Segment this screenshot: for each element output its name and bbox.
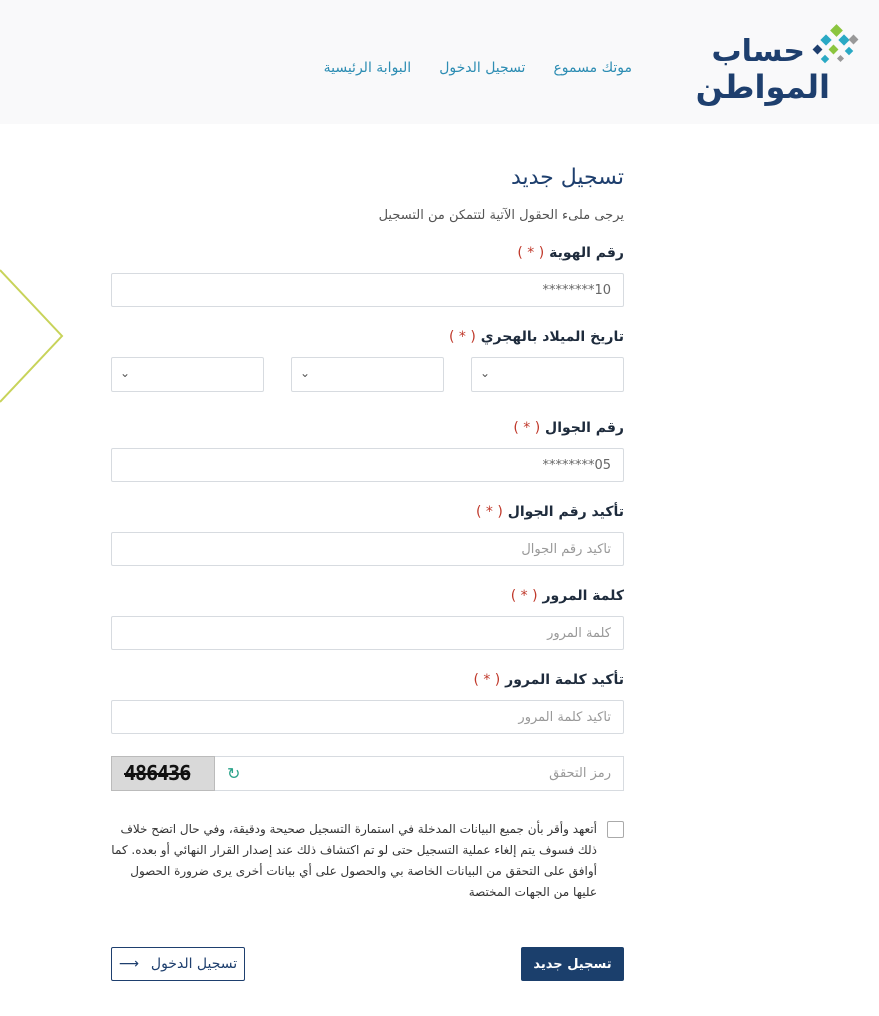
logo-text-line1: حساب [711,34,805,69]
logo-dots-icon [806,24,862,74]
page-subtitle: يرجى ملىء الحقول الآتية لتتمكن من التسجيل [378,208,624,223]
nav-link-your-voice[interactable]: موتك مسموع [553,60,632,76]
birth-date-label: تاريخ الميلاد بالهجري ( * ) [449,329,624,345]
login-button-label: تسجيل الدخول [150,956,238,972]
required-mark: ( * ) [476,504,503,520]
terms-checkbox[interactable] [607,821,624,838]
chevron-down-icon: ⌄ [120,366,131,380]
birth-year-select[interactable] [111,357,264,392]
mobile-confirm-input[interactable] [124,533,611,565]
login-button[interactable] [111,947,245,981]
nav-link-login[interactable]: تسجيل الدخول [439,60,526,76]
form-actions [111,947,624,981]
terms-agreement [111,819,624,903]
birth-day-select[interactable] [471,357,624,392]
nav-link-home[interactable]: البوابة الرئيسية [323,60,412,76]
decorative-chevron-icon [0,268,66,404]
password-confirm-label: تأكيد كلمة المرور ( * ) [473,672,624,688]
terms-text: أتعهد وأقر بأن جميع البيانات المدخلة في استمارة التسجيل صحيحة ودقيقة، وفي حال اتضح خلاف ذلك فسوف يتم إلغاء عملية التسجيل حتى لو تم اكتشاف ذلك عند إصدار القرار النهائي أو بعده. كما أوافق على التحقق من البيانات الخاصة بي والحصول على أي بيانات أخرى يرى ضرورة الحصول عليها من الجهات المختصة [111,822,597,899]
required-mark: ( * ) [513,420,541,436]
mobile-field[interactable] [111,448,624,482]
site-header [0,0,879,124]
required-mark: ( * ) [517,245,545,261]
chevron-down-icon: ⌄ [300,366,311,380]
national-id-label: رقم الهوية ( * ) [517,245,624,261]
mobile-confirm-label: تأكيد رقم الجوال ( * ) [476,504,624,520]
captcha-row [111,756,624,791]
password-confirm-field[interactable] [111,700,624,734]
national-id-input[interactable] [124,274,611,306]
captcha-input[interactable] [411,766,611,781]
page-title: تسجيل جديد [510,165,624,190]
password-label: كلمة المرور ( * ) [510,588,624,604]
password-input[interactable] [124,617,611,649]
required-mark: ( * ) [510,588,538,604]
refresh-icon[interactable]: ↻ [227,764,241,783]
national-id-field[interactable] [111,273,624,307]
registration-form [111,165,624,981]
captcha-code: 486436 [124,761,191,785]
citizen-account-logo[interactable] [695,24,860,108]
required-mark: ( * ) [473,672,501,688]
captcha-field[interactable] [215,756,624,791]
top-nav [324,60,632,76]
birth-month-select[interactable] [291,357,444,392]
mobile-input[interactable] [124,449,611,481]
required-mark: ( * ) [449,329,476,345]
arrow-right-icon: ⟶ [118,956,139,972]
password-field[interactable] [111,616,624,650]
chevron-down-icon: ⌄ [480,366,491,380]
birth-date-selects [111,357,624,392]
register-button[interactable]: تسجيل جديد [521,947,624,981]
password-confirm-input[interactable] [124,701,611,733]
logo-text-line2: المواطن [695,68,830,106]
mobile-confirm-field[interactable] [111,532,624,566]
mobile-label: رقم الجوال ( * ) [513,420,624,436]
captcha-image [111,756,215,791]
